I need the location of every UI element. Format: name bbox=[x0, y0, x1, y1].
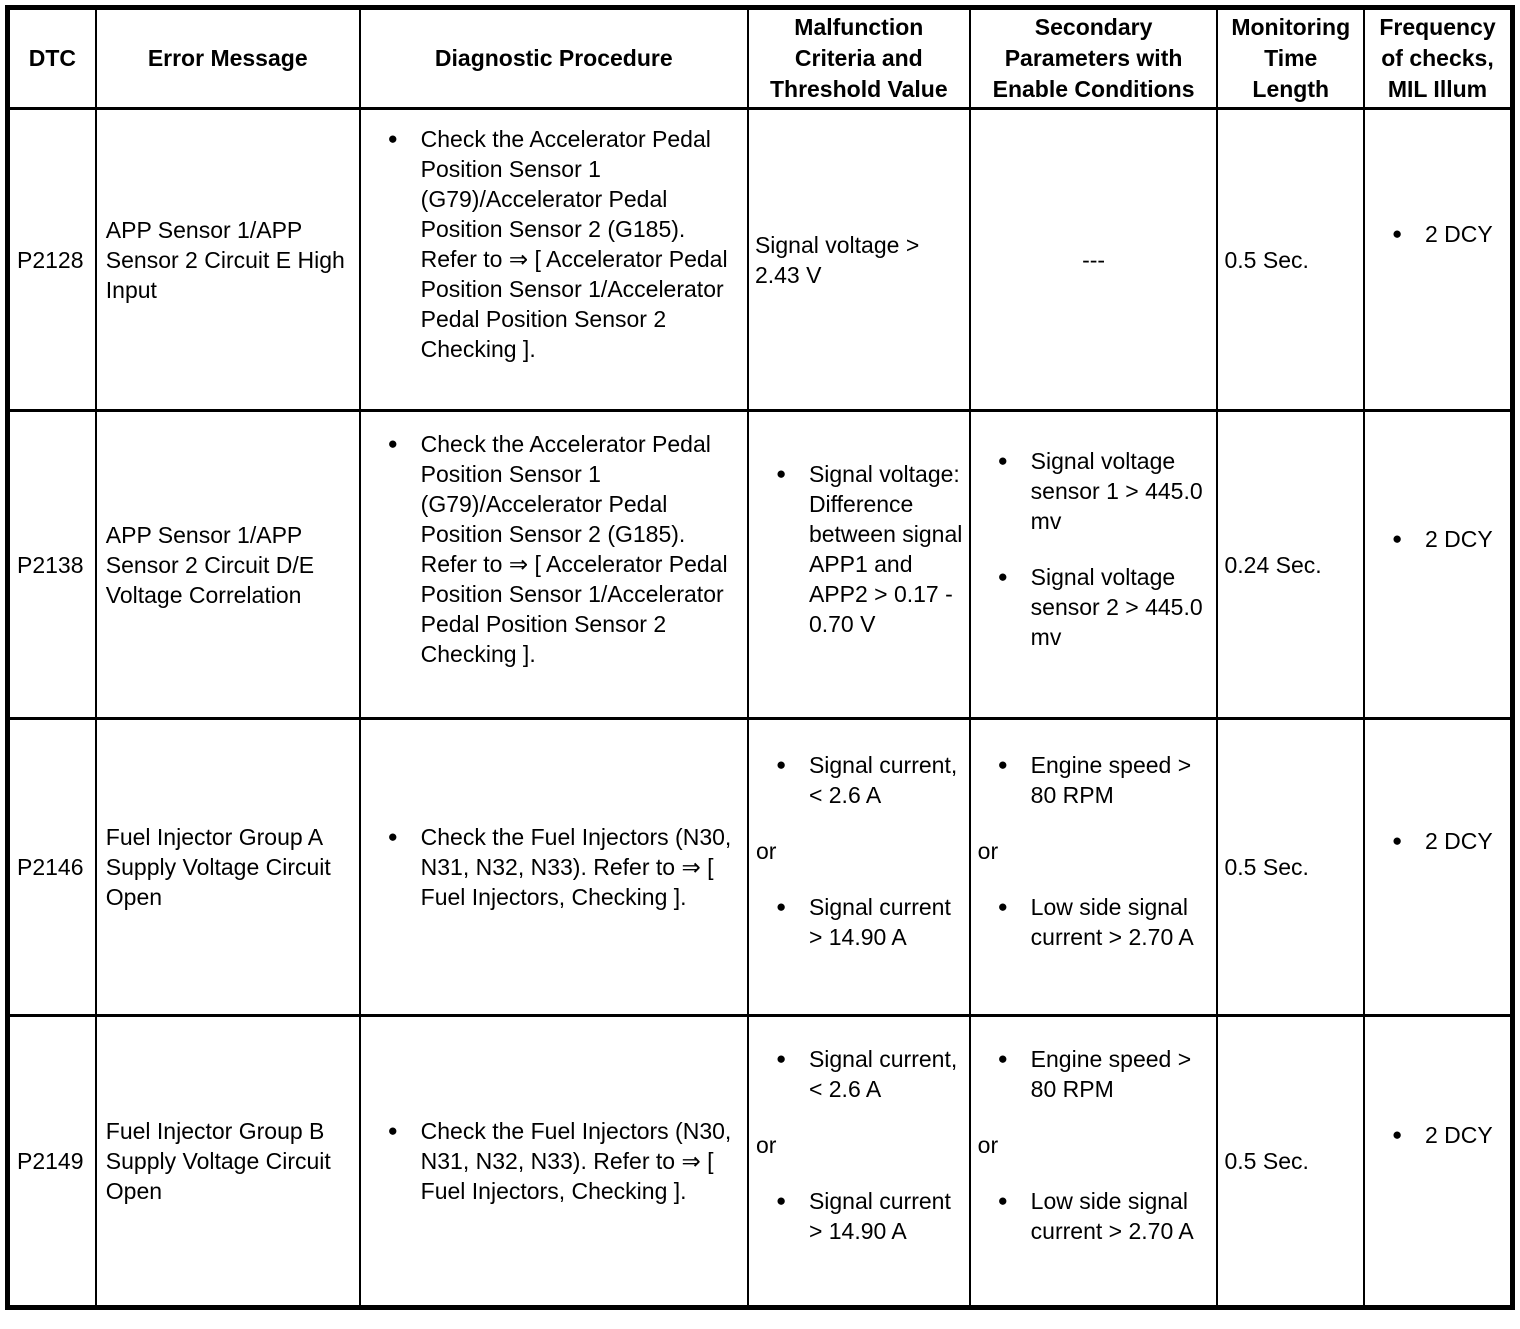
list-item bbox=[367, 1116, 741, 1206]
diagnostic-text: Check the Fuel Injectors (N30, N31, N32, N33). Refer to ⇒ [ Fuel Injectors, Checking ]. bbox=[420, 824, 732, 910]
bullet-icon: ● bbox=[387, 1121, 398, 1140]
column-header-error-message: Error Message bbox=[96, 8, 360, 109]
monitoring-time-text: 0.5 Sec. bbox=[1224, 1148, 1309, 1174]
header-line: Criteria and bbox=[794, 45, 923, 71]
malfunction-criteria-cell bbox=[748, 1016, 970, 1308]
header-line: Frequency bbox=[1379, 14, 1496, 40]
monitoring-time-cell bbox=[1217, 109, 1363, 411]
list-item bbox=[367, 124, 741, 364]
secondary-text: Engine speed > 80 RPM bbox=[1030, 1046, 1192, 1102]
header-line: Time bbox=[1264, 45, 1318, 71]
frequency-text: 2 DCY bbox=[1424, 220, 1493, 247]
diagnostic-procedure-cell bbox=[360, 411, 748, 719]
column-header-diagnostic-procedure: Diagnostic Procedure bbox=[360, 8, 748, 109]
column-header-frequency bbox=[1364, 8, 1513, 109]
dtc-code: P2138 bbox=[17, 551, 84, 578]
malfunction-text: Signal current, < 2.6 A bbox=[808, 752, 958, 808]
diagnostic-procedure-cell bbox=[360, 109, 748, 411]
bullet-icon: ● bbox=[387, 433, 398, 453]
list-item bbox=[1371, 826, 1504, 856]
or-separator: or bbox=[755, 1132, 777, 1158]
list-item bbox=[1371, 524, 1504, 554]
error-message-text: APP Sensor 1/APP Sensor 2 Circuit D/E Voltage Correlation bbox=[105, 521, 315, 608]
secondary-parameters-cell bbox=[970, 1016, 1218, 1308]
bullet-icon: ● bbox=[775, 755, 787, 774]
secondary-text: Low side signal current > 2.70 A bbox=[1030, 1188, 1194, 1244]
diagnostic-text: Check the Accelerator Pedal Position Sensor 1 (G79)/Accelerator Pedal Position Sensor 2 (G185). Refer to ⇒ [ Accelerator Pedal Position Sensor 1/Accelerator Pedal Position Sensor 2 Checking ]. bbox=[420, 125, 728, 362]
frequency-cell bbox=[1364, 1016, 1513, 1308]
header-line: of checks, bbox=[1381, 45, 1494, 71]
bullet-icon: ● bbox=[1391, 528, 1403, 548]
list-item bbox=[755, 1186, 963, 1246]
monitoring-time-cell bbox=[1217, 719, 1363, 1016]
list-item bbox=[755, 892, 963, 952]
secondary-text: --- bbox=[1082, 246, 1106, 273]
dtc-cell bbox=[8, 1016, 96, 1308]
bullet-icon: ● bbox=[1391, 1125, 1403, 1144]
bullet-icon: ● bbox=[997, 1049, 1008, 1068]
bullet-icon: ● bbox=[775, 1191, 787, 1210]
malfunction-criteria-cell bbox=[748, 719, 970, 1016]
table-header-row bbox=[8, 8, 1513, 109]
or-separator: or bbox=[977, 1132, 999, 1158]
frequency-text: 2 DCY bbox=[1424, 828, 1493, 854]
error-message-text: Fuel Injector Group A Supply Voltage Circuit Open bbox=[105, 824, 331, 910]
list-item bbox=[755, 459, 963, 639]
secondary-parameters-cell bbox=[970, 411, 1218, 719]
column-header-malfunction-criteria bbox=[748, 8, 970, 109]
list-item bbox=[977, 1044, 1211, 1104]
dtc-table bbox=[5, 5, 1515, 1310]
or-separator: or bbox=[755, 838, 777, 864]
bullet-icon: ● bbox=[775, 1049, 787, 1068]
secondary-text: Engine speed > 80 RPM bbox=[1030, 752, 1192, 808]
frequency-text: 2 DCY bbox=[1424, 1122, 1493, 1148]
malfunction-text: Signal voltage > 2.43 V bbox=[754, 231, 920, 288]
secondary-parameters-cell bbox=[970, 719, 1218, 1016]
malfunction-text: Signal current, < 2.6 A bbox=[808, 1046, 958, 1102]
list-item bbox=[1371, 219, 1504, 249]
list-item bbox=[367, 429, 741, 669]
list-item bbox=[977, 1186, 1211, 1246]
malfunction-criteria-cell bbox=[748, 411, 970, 719]
bullet-icon: ● bbox=[997, 450, 1008, 470]
frequency-text: 2 DCY bbox=[1424, 525, 1493, 552]
malfunction-text: Signal current > 14.90 A bbox=[808, 894, 951, 950]
list-item bbox=[977, 892, 1211, 952]
column-header-dtc: DTC bbox=[8, 8, 96, 109]
header-line: Monitoring bbox=[1231, 14, 1351, 40]
bullet-icon: ● bbox=[997, 1191, 1008, 1210]
list-item bbox=[977, 562, 1211, 652]
malfunction-text: Signal voltage: Difference between signal APP1 and APP2 > 0.17 - 0.70 V bbox=[808, 460, 963, 637]
secondary-text: Signal voltage sensor 1 > 445.0 mv bbox=[1030, 447, 1203, 534]
header-line: Length bbox=[1252, 76, 1330, 102]
monitoring-time-text: 0.5 Sec. bbox=[1224, 854, 1309, 880]
table-row-p2128 bbox=[8, 109, 1513, 411]
secondary-text: Low side signal current > 2.70 A bbox=[1030, 894, 1194, 950]
bullet-icon: ● bbox=[997, 566, 1008, 586]
secondary-text: Signal voltage sensor 2 > 445.0 mv bbox=[1030, 563, 1203, 650]
monitoring-time-cell bbox=[1217, 1016, 1363, 1308]
dtc-code: P2128 bbox=[17, 246, 84, 273]
error-message-cell bbox=[96, 411, 360, 719]
malfunction-text: Signal current > 14.90 A bbox=[808, 1188, 951, 1244]
monitoring-time-text: 0.24 Sec. bbox=[1224, 551, 1322, 578]
diagnostic-text: Check the Accelerator Pedal Position Sensor 1 (G79)/Accelerator Pedal Position Sensor 2 (G185). Refer to ⇒ [ Accelerator Pedal Position Sensor 1/Accelerator Pedal Position Sensor 2 Checking ]. bbox=[420, 430, 728, 667]
header-line: Secondary bbox=[1034, 14, 1153, 40]
bullet-icon: ● bbox=[1391, 831, 1403, 850]
bullet-icon: ● bbox=[387, 827, 398, 846]
dtc-code: P2149 bbox=[17, 1148, 84, 1174]
header-line: Threshold Value bbox=[769, 76, 948, 102]
error-message-cell bbox=[96, 109, 360, 411]
table-row-p2138 bbox=[8, 411, 1513, 719]
dtc-cell bbox=[8, 719, 96, 1016]
dtc-code: P2146 bbox=[17, 854, 84, 880]
malfunction-criteria-cell bbox=[748, 109, 970, 411]
bullet-icon: ● bbox=[1391, 223, 1403, 243]
list-item bbox=[755, 1044, 963, 1104]
bullet-icon: ● bbox=[775, 897, 787, 916]
monitoring-time-text: 0.5 Sec. bbox=[1224, 246, 1309, 273]
diagnostic-procedure-cell bbox=[360, 719, 748, 1016]
bullet-icon: ● bbox=[997, 897, 1008, 916]
bullet-icon: ● bbox=[387, 128, 398, 148]
monitoring-time-cell bbox=[1217, 411, 1363, 719]
diagnostic-procedure-cell bbox=[360, 1016, 748, 1308]
table-row-p2149 bbox=[8, 1016, 1513, 1308]
or-separator: or bbox=[977, 838, 999, 864]
diagnostic-text: Check the Fuel Injectors (N30, N31, N32, N33). Refer to ⇒ [ Fuel Injectors, Checking ]. bbox=[420, 1118, 732, 1204]
list-item bbox=[1371, 1120, 1504, 1150]
frequency-cell bbox=[1364, 719, 1513, 1016]
error-message-cell bbox=[96, 719, 360, 1016]
list-item bbox=[755, 750, 963, 810]
column-header-secondary-parameters bbox=[970, 8, 1218, 109]
frequency-cell bbox=[1364, 109, 1513, 411]
dtc-cell bbox=[8, 411, 96, 719]
column-header-monitoring-time bbox=[1217, 8, 1363, 109]
list-item bbox=[977, 446, 1211, 536]
list-item bbox=[367, 822, 741, 912]
frequency-cell bbox=[1364, 411, 1513, 719]
table-row-p2146 bbox=[8, 719, 1513, 1016]
header-line: MIL Illum bbox=[1387, 76, 1488, 102]
error-message-cell bbox=[96, 1016, 360, 1308]
dtc-cell bbox=[8, 109, 96, 411]
error-message-text: APP Sensor 1/APP Sensor 2 Circuit E High Input bbox=[105, 216, 345, 303]
error-message-text: Fuel Injector Group B Supply Voltage Circuit Open bbox=[105, 1118, 331, 1204]
header-line: Parameters with bbox=[1004, 45, 1183, 71]
secondary-parameters-cell bbox=[970, 109, 1218, 411]
bullet-icon: ● bbox=[997, 755, 1008, 774]
list-item bbox=[977, 750, 1211, 810]
header-line: Enable Conditions bbox=[992, 76, 1195, 102]
bullet-icon: ● bbox=[775, 463, 787, 483]
header-line: Malfunction bbox=[794, 14, 924, 40]
